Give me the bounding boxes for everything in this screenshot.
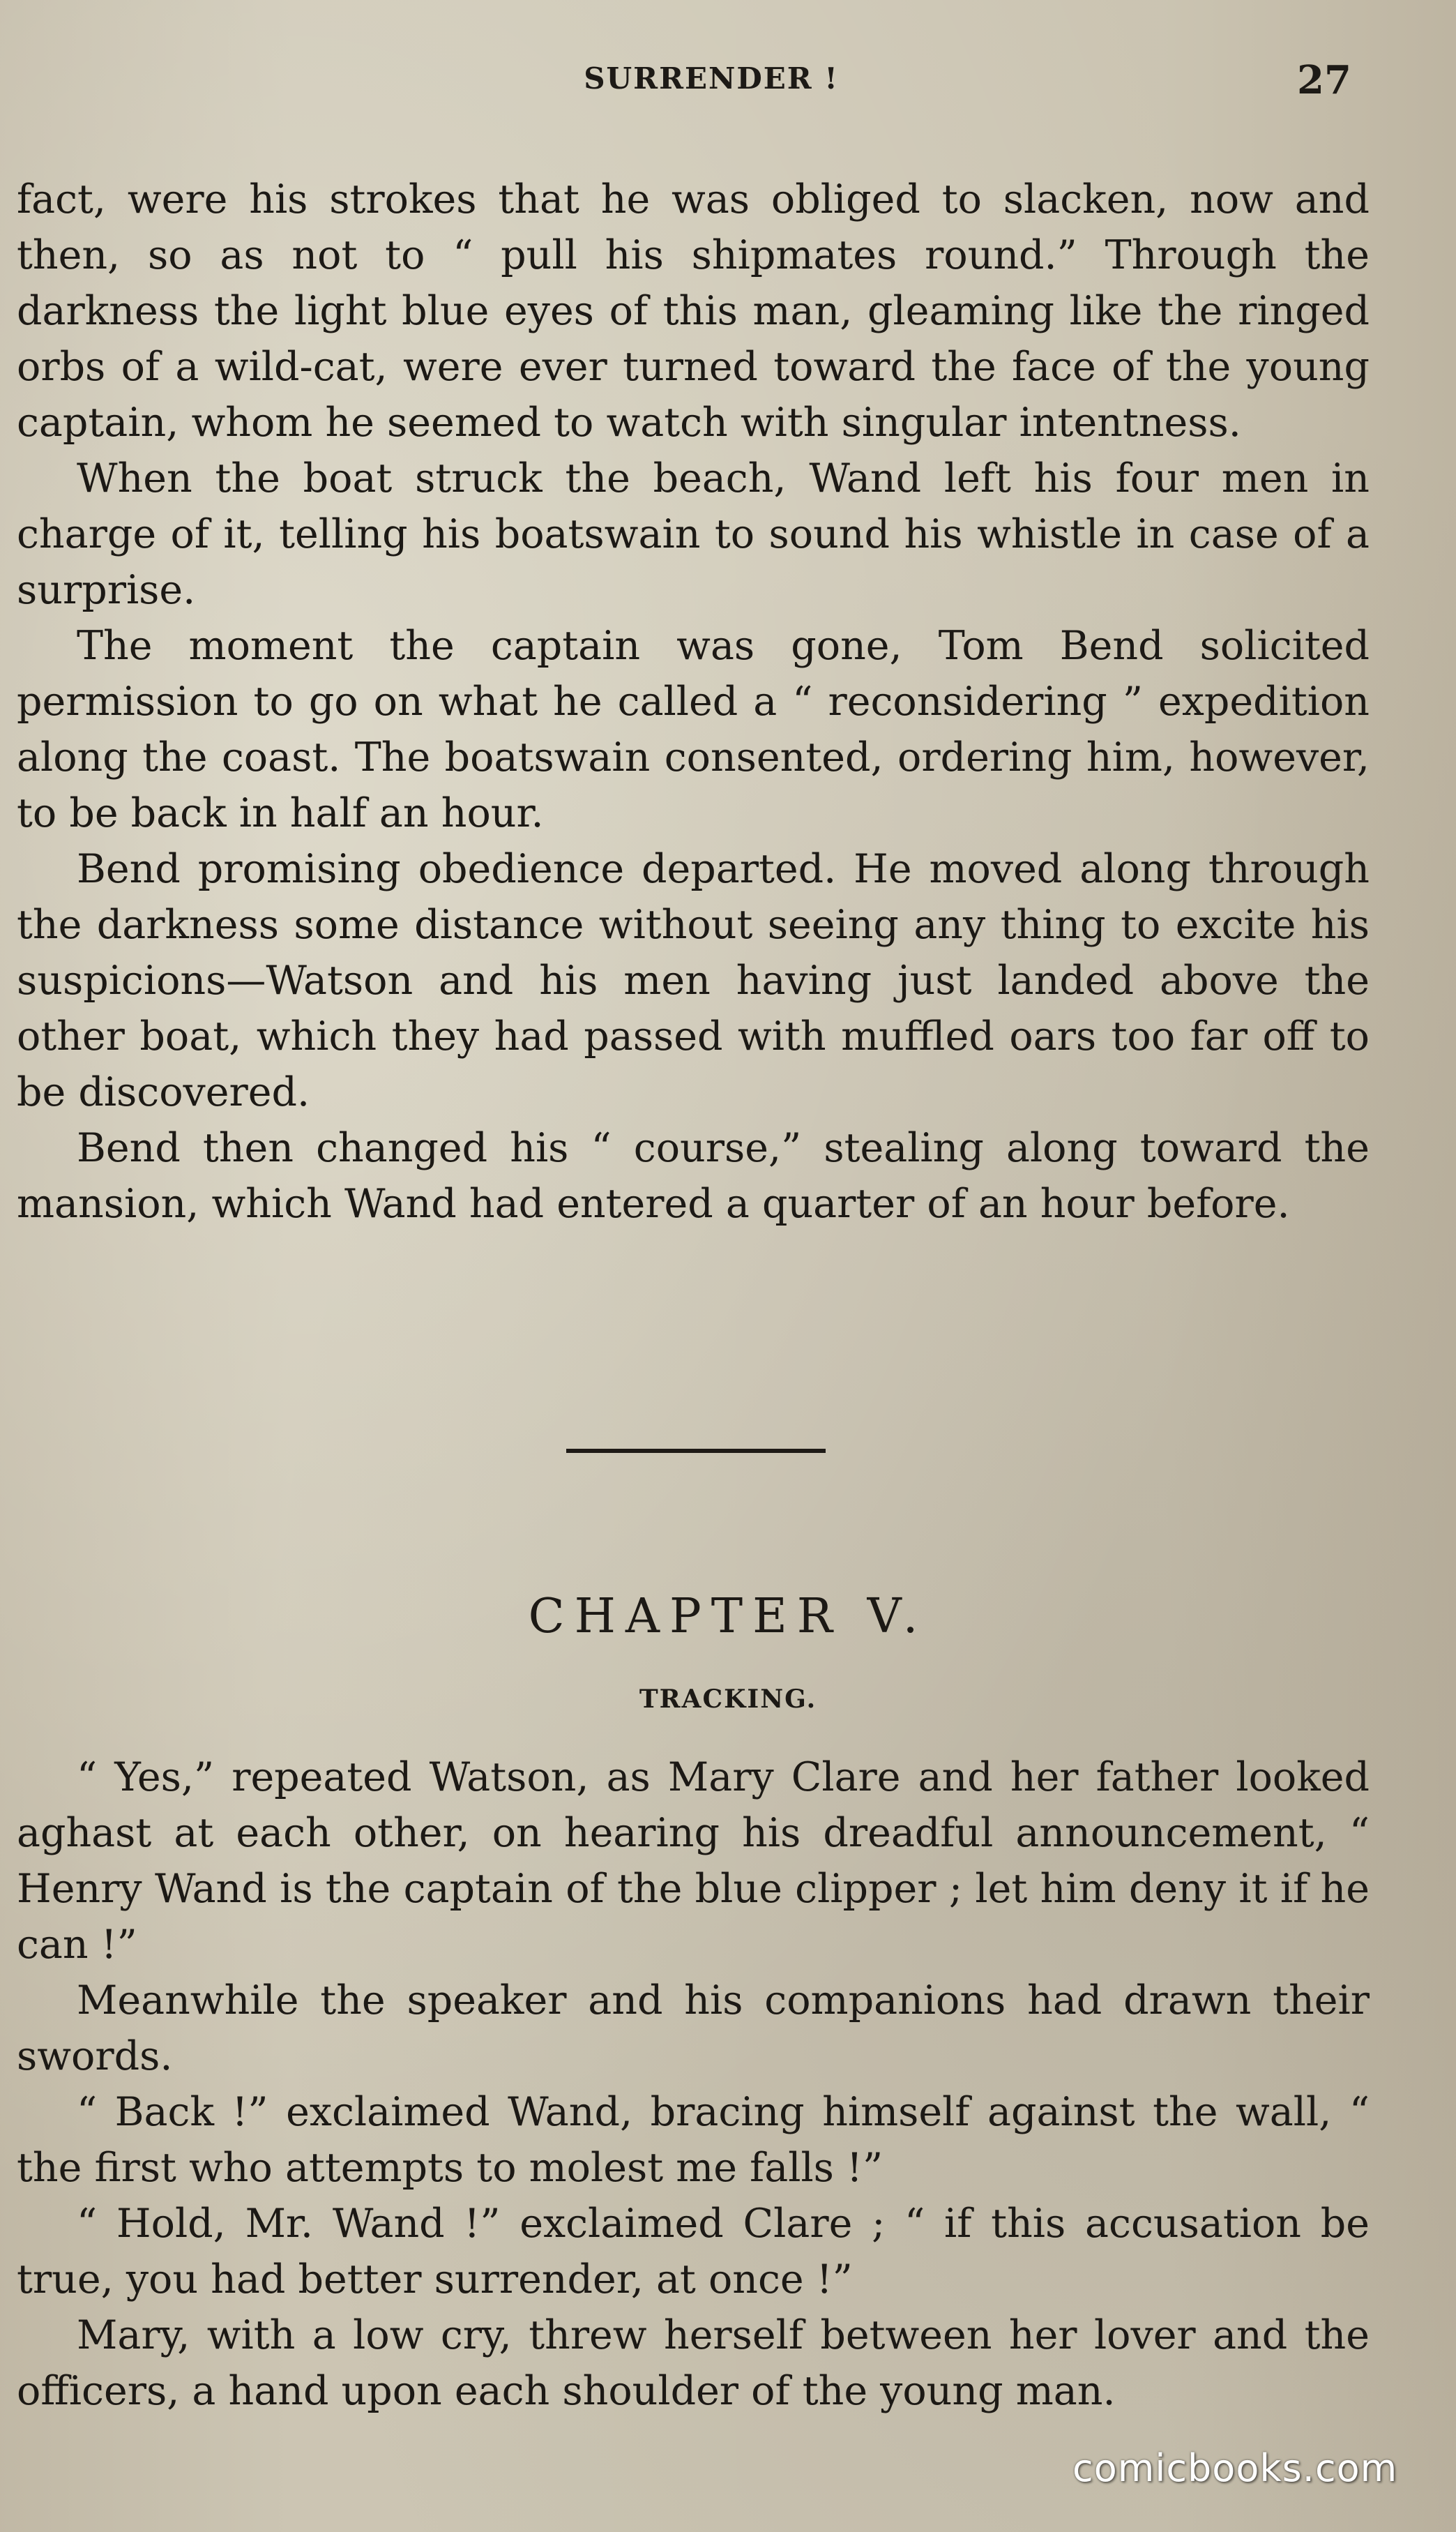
- site-watermark: comicbooks.com: [1072, 2446, 1398, 2490]
- paragraph: Bend promising obedience departed. He moved along through the darkness some distance without seeing any thing to excite his suspicions—Watson and his men having just landed above the other boat, which they had passed with muffled oars too far off to be discovered.: [17, 846, 1370, 1115]
- section-divider: [566, 1449, 826, 1453]
- text-section-1: [17, 172, 1370, 1232]
- paragraph: Bend then changed his “ course,” stealing along toward the mansion, which Wand had entered a quarter of an hour before.: [17, 1125, 1370, 1227]
- paragraph: fact, were his strokes that he was obliged to slacken, now and then, so as not to “ pull his shipmates round.” Through the darkness the light blue eyes of this man, gleaming like the ringed orbs of a wild-cat, were ever turned toward the face of the young captain, whom he seemed to watch with singular intentness.: [17, 176, 1370, 446]
- paragraph: The moment the captain was gone, Tom Bend solicited permission to go on what he called a “ reconsidering ” expedition along the coast. The boatswain consented, ordering him, however, to be back in half an hour.: [17, 623, 1370, 836]
- text-section-2: [17, 1749, 1370, 2419]
- page-number: 27: [1297, 57, 1351, 103]
- paragraph: Meanwhile the speaker and his companions had drawn their swords.: [17, 1977, 1370, 2079]
- paragraph: “ Hold, Mr. Wand !” exclaimed Clare ; “ if this accusation be true, you had better surrender, at once !”: [17, 2201, 1370, 2303]
- chapter-subtitle: TRACKING.: [639, 1685, 817, 1714]
- paragraph: When the boat struck the beach, Wand left his four men in charge of it, telling his boatswain to sound his whistle in case of a surprise.: [17, 455, 1370, 613]
- chapter-title: CHAPTER V.: [528, 1589, 928, 1644]
- paragraph: Mary, with a low cry, threw herself between her lover and the officers, a hand upon each shoulder of the young man.: [17, 2312, 1370, 2414]
- paragraph: “ Yes,” repeated Watson, as Mary Clare and her father looked aghast at each other, on hearing his dreadful announcement, “ Henry Wand is the captain of the blue clipper ; let him deny it if he can !”: [17, 1754, 1370, 1968]
- running-head: [0, 57, 1456, 117]
- running-title: SURRENDER !: [584, 61, 839, 96]
- paragraph: “ Back !” exclaimed Wand, bracing himself against the wall, “ the first who attempts to molest me falls !”: [17, 2089, 1370, 2191]
